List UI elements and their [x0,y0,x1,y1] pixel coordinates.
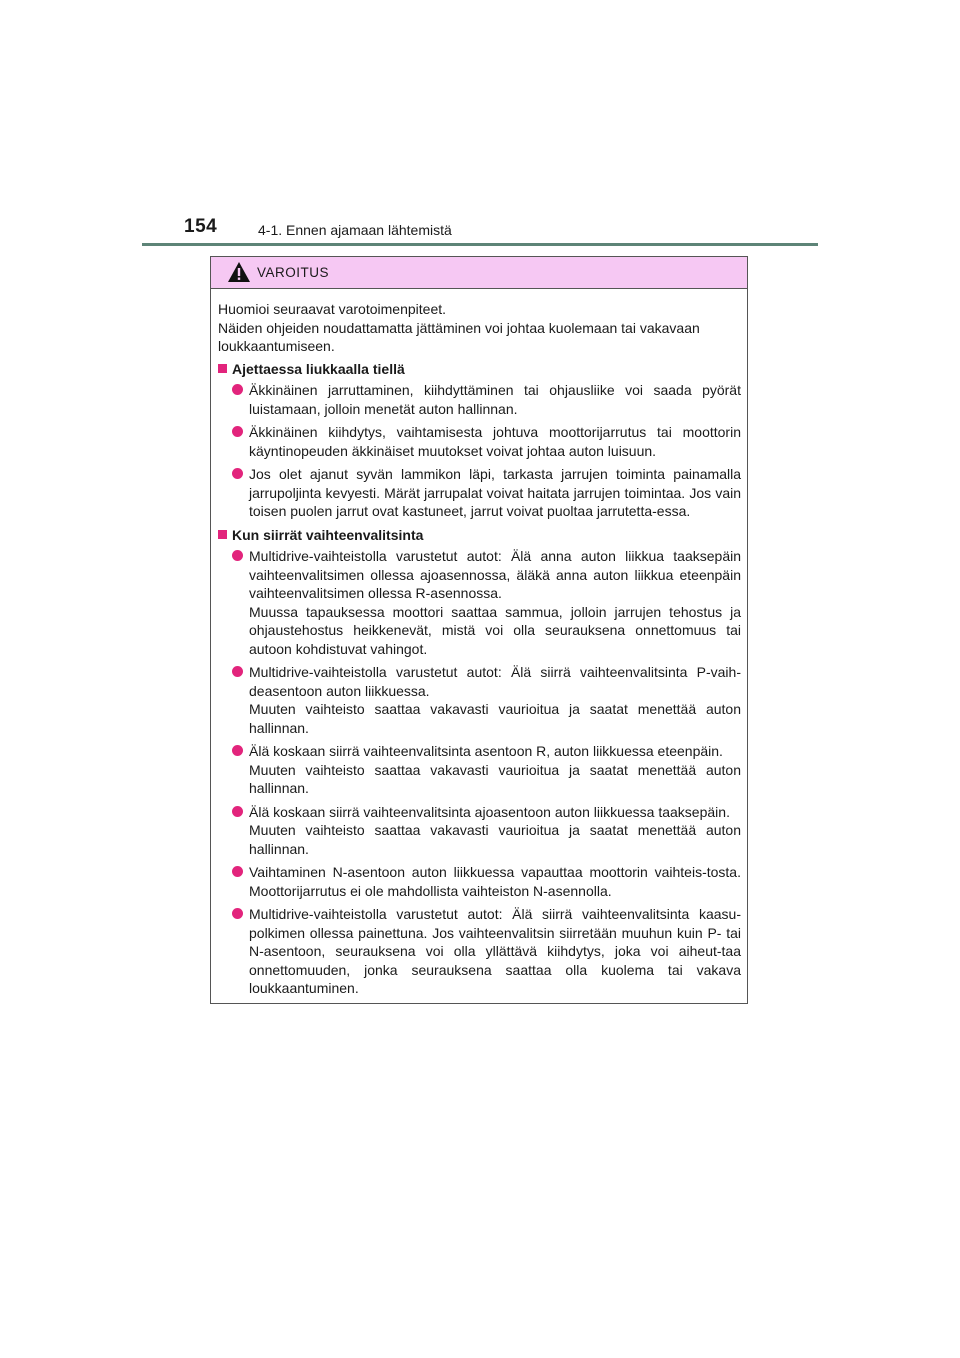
dot-bullet-icon [232,908,243,919]
bullet-list [218,381,741,521]
bullet-text: Muuten vaihteisto saattaa vakavasti vaurioitua ja saatat menettää auton hallinnan. [249,822,741,857]
warning-section [218,526,741,998]
bullet-text: Äkkinäinen jarruttaminen, kiihdyttäminen tai ohjausliike voi saada pyörät luistamaan, jolloin menetät auton hallinnan. [249,382,741,417]
header-rule [142,243,818,246]
list-item [232,423,741,460]
warning-box [210,256,748,1004]
list-item [232,663,741,737]
warning-intro-line: Näiden ohjeiden noudattamatta jättäminen voi johtaa kuolemaan tai vakavaan loukkaantumiseen. [218,319,700,354]
section-heading-text: Ajettaessa liukkaalla tiellä [232,360,405,377]
bullet-text: Vaihtaminen N-asentoon auton liikkuessa vapauttaa moottorin vaihteis-tosta. Moottorijarrutus ei ole mahdollista vaihteiston N-asennolla. [249,864,741,899]
bullet-text: Äkkinäinen kiihdytys, vaihtamisesta johtuva moottorijarrutus tai moottorin käyntinopeuden äkkinäiset muutokset voivat johtaa auton luisuun. [249,424,741,459]
dot-bullet-icon [232,745,243,756]
warning-title: VAROITUS [257,265,330,280]
warning-body [211,289,747,998]
bullet-text: Älä koskaan siirrä vaihteenvalitsinta ajoasentoon auton liikkuessa taaksepäin. [249,803,730,820]
dot-bullet-icon [232,666,243,677]
square-bullet-icon [218,364,227,373]
warning-intro-line: Huomioi seuraavat varotoimenpiteet. [218,301,447,317]
dot-bullet-icon [232,550,243,561]
list-item [232,905,741,998]
bullet-text: Muuten vaihteisto saattaa vakavasti vaurioitua ja saatat menettää auton hallinnan. [249,701,741,736]
square-bullet-icon [218,530,227,539]
section-title: 4-1. Ennen ajamaan lähtemistä [258,222,452,238]
bullet-text: Muussa tapauksessa moottori saattaa sammua, jolloin jarrujen tehostus ja ohjaustehostus heikkenevät, mistä voi olla seurauksena onnettomuus tai autoon kohdistuvat vahingot. [249,603,741,657]
dot-bullet-icon [232,468,243,479]
list-item [232,381,741,418]
bullet-text: Jos olet ajanut syvän lammikon läpi, tarkasta jarrujen toiminta painamalla jarrupoljinta kevyesti. Märät jarrupalat voivat haitata jarrujen toimintaa. Jos vain toisen puolen jarrut ovat kastuneet, jarrut voivat puoltaa jarrutetta-essa. [249,466,741,519]
list-item [232,465,741,521]
list-item [232,742,741,798]
dot-bullet-icon [232,426,243,437]
list-item [232,863,741,900]
list-item [232,547,741,658]
warning-triangle-icon [227,261,251,283]
list-item [232,803,741,859]
section-heading [218,360,741,379]
dot-bullet-icon [232,384,243,395]
bullet-text: Multidrive-vaihteistolla varustetut autot: Älä siirrä vaihteenvalitsinta kaasu-polkimen ollessa painettuna. Jos vaihteenvalitsin siirretään muuhun kuin P- tai N-asentoon, seurauksena voi olla yllättävä kiihdytys, joka voi aiheut-taa onnettomuuden, jonka seurauksena saattaa olla kuolema tai vakava loukkaantuminen. [249,906,741,996]
page-number: 154 [184,216,218,237]
page-header [0,0,960,250]
bullet-text: Multidrive-vaihteistolla varustetut autot: Älä siirrä vaihteenvalitsinta P-vaih-deasentoon auton liikkuessa. [249,664,741,699]
dot-bullet-icon [232,866,243,877]
bullet-text: Multidrive-vaihteistolla varustetut autot: Älä anna auton liikkua taaksepäin vaihteenvalitsimen ollessa ajoasennossa, äläkä anna auton liikkua eteenpäin vaihteenvalitsimen ollessa R-asennossa. [249,548,741,601]
bullet-list [218,547,741,998]
section-heading [218,526,741,545]
warning-header [211,257,747,289]
bullet-text: Älä koskaan siirrä vaihteenvalitsinta asentoon R, auton liikkuessa eteenpäin. [249,743,723,759]
warning-section [218,360,741,521]
dot-bullet-icon [232,806,243,817]
section-heading-text: Kun siirrät vaihteenvalitsinta [232,526,424,543]
bullet-text: Muuten vaihteisto saattaa vakavasti vaurioitua ja saatat menettää auton hallinnan. [249,761,741,796]
